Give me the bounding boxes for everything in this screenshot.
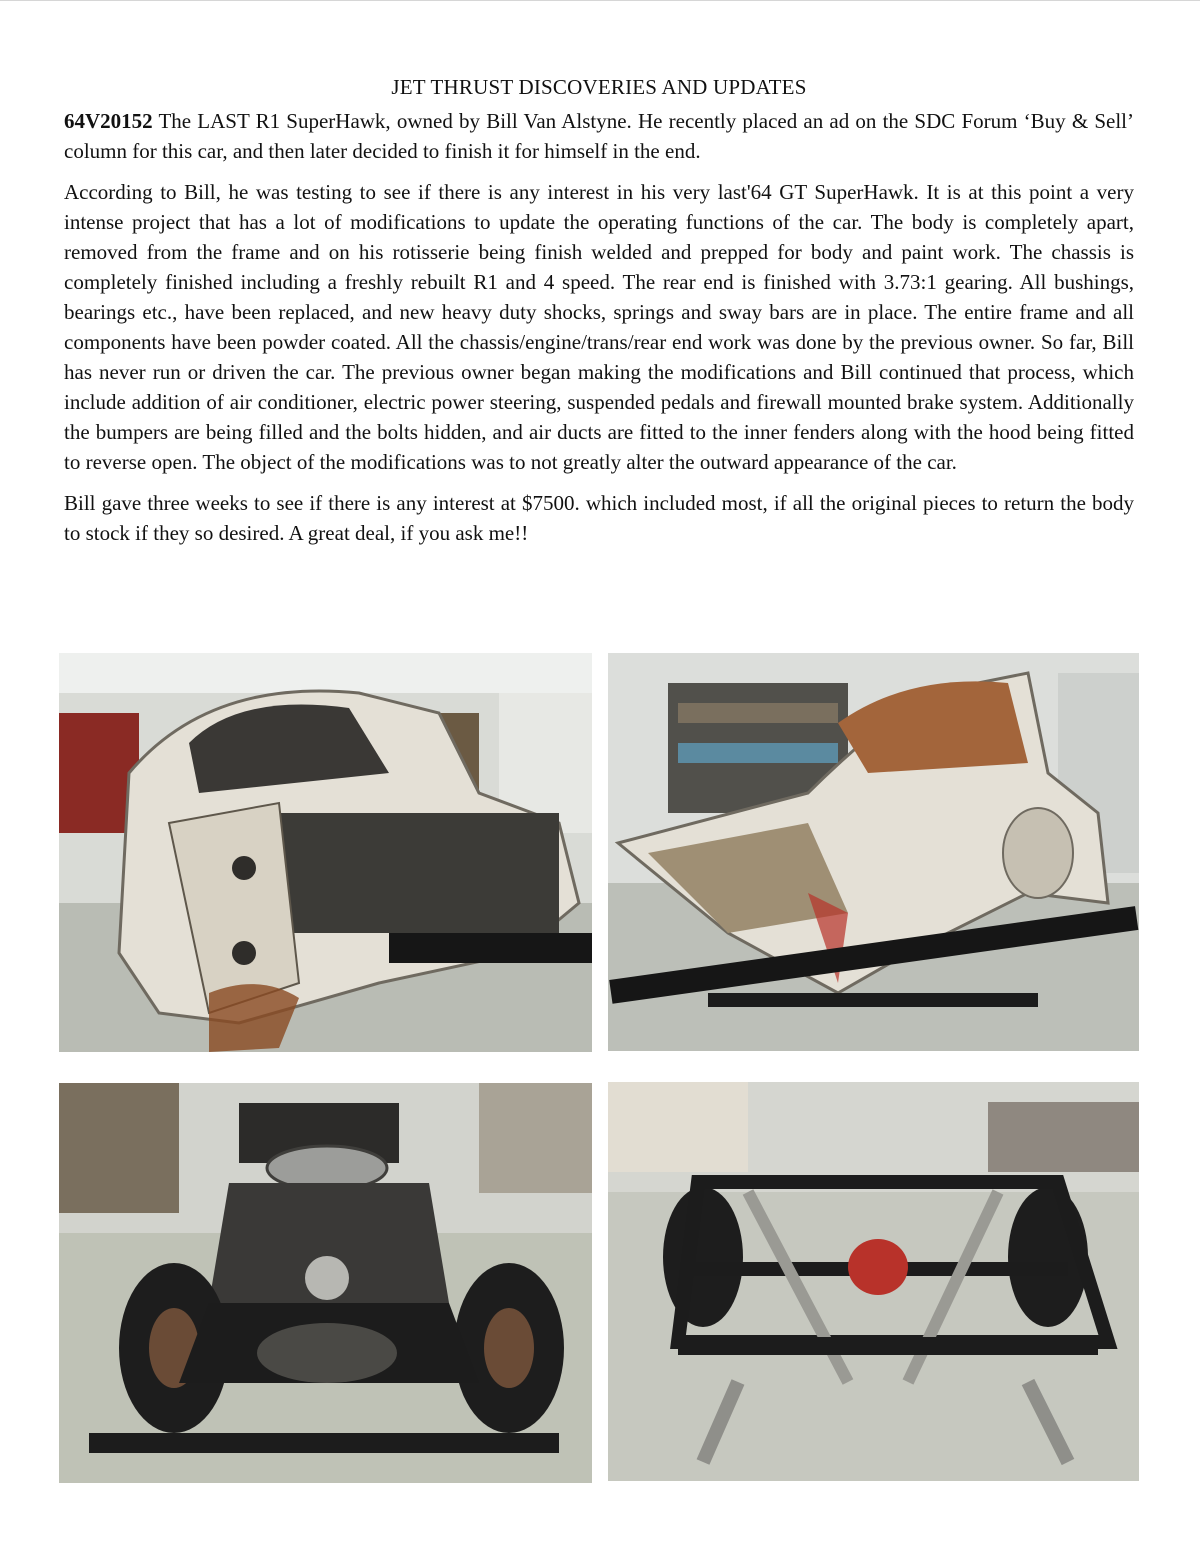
paragraph-offer: Bill gave three weeks to see if there is any interest at $7500. which included most, if all the original pieces to return the body to stock if they so desired. A great deal, if you ask me!! — [64, 491, 1134, 545]
article — [64, 72, 1134, 548]
paragraph-intro — [64, 106, 1134, 166]
photo-body-shell-front — [608, 653, 1139, 1051]
car-serial-number: 64V20152 — [64, 109, 153, 133]
photo-chassis-rear — [608, 1082, 1139, 1481]
photo-chassis-engine — [59, 1083, 592, 1483]
page-top-rule — [0, 0, 1200, 1]
paragraph-details: According to Bill, he was testing to see if there is any interest in his very last'64 GT SuperHawk. It is at this point a very intense project that has a lot of modifications to update the operating functions of the car. The body is completely apart, removed from the frame and on his rotisserie being finish welded and prepped for body and paint work. The chassis is completely finished including a freshly rebuilt R1 and 4 speed. The rear end is finished with 3.73:1 gearing. All bushings, bearings etc., have been replaced, and new heavy duty shocks, springs and sway bars are in place. The entire frame and all components have been powder coated. All the chassis/engine/trans/rear end work was done by the previous owner. So far, Bill has never run or driven the car. The previous owner began making the modifications and Bill continued that process, which include addition of air conditioner, electric power steering, suspended pedals and firewall mounted brake system. Additionally the bumpers are being filled and the bolts hidden, and air ducts are fitted to the inner fenders along with the hood being fitted to reverse open. The object of the modifications was to not greatly alter the outward appearance of the car. — [64, 180, 1134, 474]
article-title: JET THRUST DISCOVERIES AND UPDATES — [391, 75, 807, 99]
intro-text: The LAST R1 SuperHawk, owned by Bill Van Alstyne. He recently placed an ad on the SDC Forum ‘Buy & Sell’ column for this car, and then later decided to finish it for himself in the end. — [64, 109, 1134, 163]
photo-body-shell-rear — [59, 653, 592, 1052]
